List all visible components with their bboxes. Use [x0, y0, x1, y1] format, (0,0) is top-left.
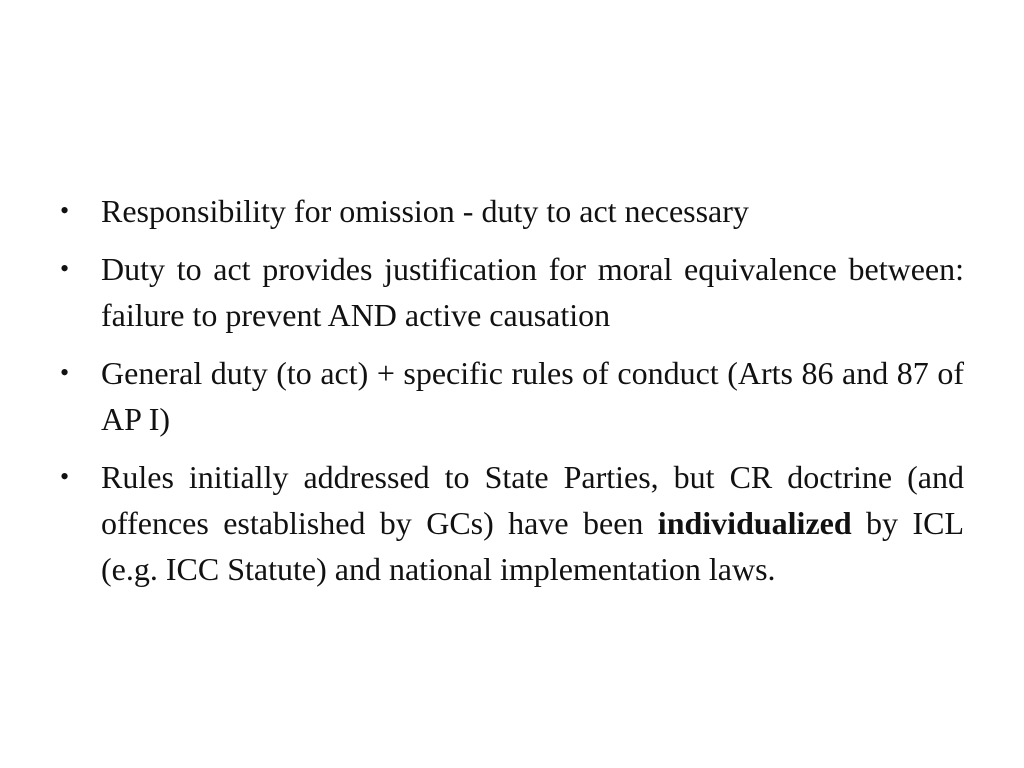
- bullet-text-after: by ICL (e.g. ICC Statute) and national implementation laws.: [101, 505, 964, 587]
- bullet-text: Duty to act provides justification for moral equivalence between: failure to prevent AND active causation: [101, 251, 964, 333]
- bullet-item-duty-to-act: [60, 246, 964, 338]
- bullet-icon: •: [60, 358, 70, 387]
- bullet-text: General duty (to act) + specific rules of conduct (Arts 86 and 87 of AP I): [101, 355, 964, 437]
- bullet-icon: •: [60, 462, 70, 491]
- bullet-item-general-duty: [60, 350, 964, 442]
- bullet-item-rules-addressed: [60, 454, 964, 592]
- bullet-icon: •: [60, 196, 70, 225]
- bullet-icon: •: [60, 254, 70, 283]
- bullet-text-before: Rules initially addressed to State Parties, but CR doctrine (and offences established by GCs) have been: [101, 459, 964, 541]
- bullet-text-emphasis: individualized: [657, 505, 852, 541]
- bullet-text: Responsibility for omission - duty to act necessary: [101, 193, 749, 229]
- bullet-item-omission: [60, 188, 964, 234]
- bullet-list: [60, 188, 964, 604]
